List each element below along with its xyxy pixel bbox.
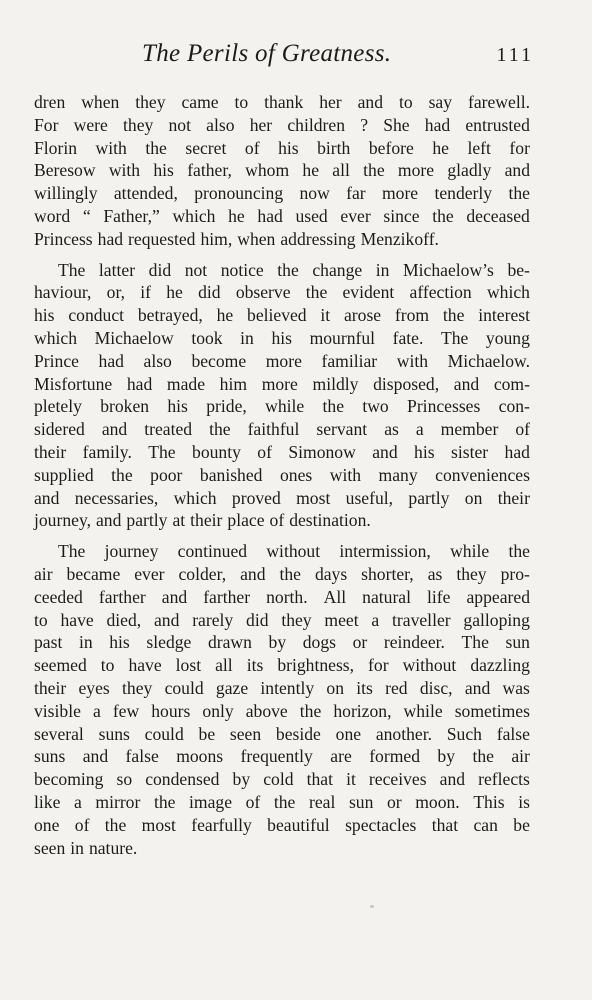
- paragraph-gap: [34, 532, 530, 540]
- page-number: 111: [496, 44, 534, 66]
- text-line: Misfortune had made him more mildly disposed, and com-: [34, 373, 530, 394]
- text-line: to have died, and rarely did they meet a traveller galloping: [34, 609, 530, 630]
- text-line: air became ever colder, and the days shorter, as they pro-: [34, 563, 530, 584]
- text-line: seemed to have lost all its brightness, for without dazzling: [34, 655, 530, 676]
- text-line: For were they not also her children ? She had entrusted: [34, 114, 530, 135]
- text-line: past in his sledge drawn by dogs or reindeer. The sun: [34, 632, 530, 653]
- text-line: journey, and partly at their place of destination.: [34, 510, 371, 531]
- text-line: pletely broken his pride, while the two Princesses con-: [34, 396, 530, 417]
- running-head: [34, 40, 534, 80]
- text-line: Princess had requested him, when addressing Menzikoff.: [34, 228, 439, 249]
- paragraph: [34, 259, 530, 533]
- text-line: and necessaries, which proved most useful, partly on their: [34, 487, 530, 508]
- text-line: haviour, or, if he did observe the evident affection which: [34, 282, 530, 303]
- text-line: Beresow with his father, whom he all the more gladly and: [34, 160, 530, 181]
- text-line: his conduct betrayed, he believed it arose from the interest: [34, 305, 530, 326]
- text-line: seen in nature.: [34, 837, 138, 858]
- text-line: dren when they came to thank her and to say farewell.: [34, 92, 530, 112]
- text-line: becoming so condensed by cold that it receives and reflects: [34, 769, 530, 790]
- text-line: their eyes they could gaze intently on its red disc, and was: [34, 677, 530, 698]
- text-line: like a mirror the image of the real sun or moon. This is: [34, 791, 530, 812]
- print-speck: [370, 905, 374, 908]
- text-line: one of the most fearfully beautiful spectacles that can be: [34, 814, 530, 835]
- body-text: [34, 91, 530, 859]
- running-title: The Perils of Greatness.: [142, 40, 392, 67]
- paragraph-gap: [34, 251, 530, 259]
- text-line: sidered and treated the faithful servant as a member of: [34, 419, 530, 440]
- paragraph: [34, 540, 530, 859]
- text-line: suns and false moons frequently are formed by the air: [34, 746, 530, 767]
- text-line: supplied the poor banished ones with many conveniences: [34, 464, 530, 485]
- text-line: The journey continued without intermission, while the: [58, 541, 530, 562]
- text-line: visible a few hours only above the horizon, while sometimes: [34, 700, 530, 721]
- text-line: The latter did not notice the change in Michaelow’s be-: [58, 259, 530, 280]
- text-line: word “ Father,” which he had used ever since the deceased: [34, 205, 530, 226]
- text-line: which Michaelow took in his mournful fate. The young: [34, 327, 530, 348]
- text-line: Florin with the secret of his birth before he left for: [34, 137, 530, 158]
- text-line: ceeded farther and farther north. All natural life appeared: [34, 586, 530, 607]
- text-line: willingly attended, pronouncing now far more tenderly the: [34, 183, 530, 204]
- text-line: their family. The bounty of Simonow and his sister had: [34, 441, 530, 462]
- text-line: several suns could be seen beside one another. Such false: [34, 723, 530, 744]
- text-line: Prince had also become more familiar with Michaelow.: [34, 350, 530, 371]
- paragraph: [34, 91, 530, 251]
